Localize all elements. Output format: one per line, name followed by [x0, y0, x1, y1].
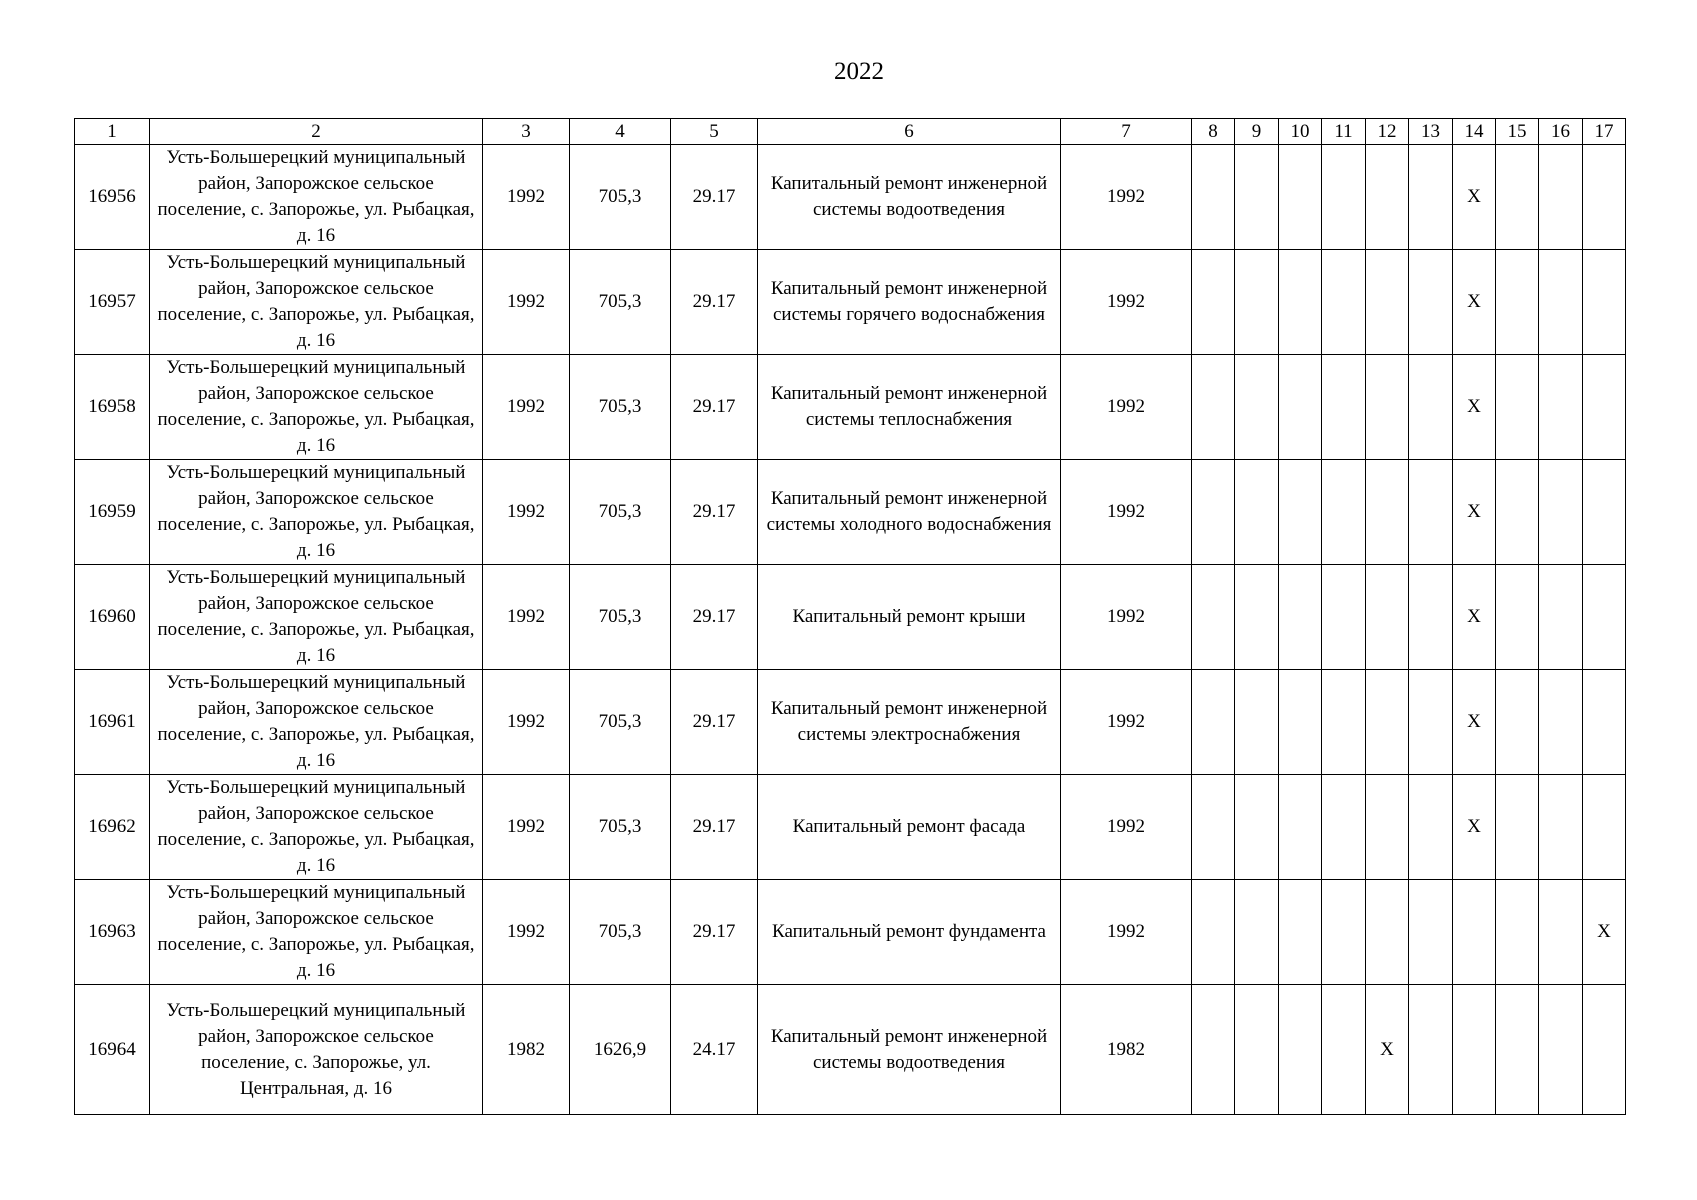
- table-row: [75, 355, 1626, 460]
- mark-cell: [1409, 460, 1453, 565]
- mark-cell: [1322, 880, 1366, 985]
- mark-cell: X: [1453, 460, 1496, 565]
- mark-cell: [1539, 775, 1583, 880]
- mark-cell: [1192, 880, 1235, 985]
- table-row: [75, 460, 1626, 565]
- work-type-cell: Капитальный ремонт инженерной системы водоотведения: [758, 145, 1061, 250]
- mark-cell: [1192, 250, 1235, 355]
- record-id-cell: 16957: [75, 250, 150, 355]
- value-cell: 29.17: [671, 145, 758, 250]
- header-cell: 17: [1583, 119, 1626, 145]
- address-cell: Усть-Большерецкий муниципальный район, Запорожское сельское поселение, с. Запорожье, ул. Рыбацкая, д. 16: [150, 880, 483, 985]
- mark-cell: [1539, 670, 1583, 775]
- year-cell: 1992: [1061, 355, 1192, 460]
- mark-cell: [1539, 985, 1583, 1115]
- year-built-cell: 1992: [483, 565, 570, 670]
- mark-cell: [1366, 355, 1409, 460]
- year-built-cell: 1992: [483, 775, 570, 880]
- record-id-cell: 16960: [75, 565, 150, 670]
- area-cell: 705,3: [570, 250, 671, 355]
- header-cell: 5: [671, 119, 758, 145]
- work-type-cell: Капитальный ремонт инженерной системы электроснабжения: [758, 670, 1061, 775]
- mark-cell: [1453, 985, 1496, 1115]
- mark-cell: [1279, 355, 1322, 460]
- mark-cell: [1583, 145, 1626, 250]
- mark-cell: [1279, 670, 1322, 775]
- work-type-cell: Капитальный ремонт инженерной системы водоотведения: [758, 985, 1061, 1115]
- mark-cell: [1235, 250, 1279, 355]
- area-cell: 705,3: [570, 145, 671, 250]
- header-cell: 12: [1366, 119, 1409, 145]
- mark-cell: [1409, 250, 1453, 355]
- mark-cell: [1235, 775, 1279, 880]
- mark-cell: [1366, 880, 1409, 985]
- mark-cell: X: [1453, 250, 1496, 355]
- mark-cell: [1409, 670, 1453, 775]
- address-cell: Усть-Большерецкий муниципальный район, Запорожское сельское поселение, с. Запорожье, ул. Рыбацкая, д. 16: [150, 145, 483, 250]
- work-type-cell: Капитальный ремонт инженерной системы теплоснабжения: [758, 355, 1061, 460]
- value-cell: 29.17: [671, 565, 758, 670]
- mark-cell: [1496, 985, 1539, 1115]
- year-cell: 1992: [1061, 670, 1192, 775]
- mark-cell: [1539, 565, 1583, 670]
- mark-cell: X: [1453, 355, 1496, 460]
- record-id-cell: 16961: [75, 670, 150, 775]
- record-id-cell: 16962: [75, 775, 150, 880]
- header-cell: 4: [570, 119, 671, 145]
- mark-cell: X: [1453, 565, 1496, 670]
- work-type-cell: Капитальный ремонт фасада: [758, 775, 1061, 880]
- table-row: [75, 775, 1626, 880]
- mark-cell: [1192, 985, 1235, 1115]
- area-cell: 705,3: [570, 880, 671, 985]
- mark-cell: [1496, 355, 1539, 460]
- record-id-cell: 16958: [75, 355, 150, 460]
- mark-cell: [1322, 670, 1366, 775]
- header-cell: 9: [1235, 119, 1279, 145]
- mark-cell: [1496, 145, 1539, 250]
- year-cell: 1992: [1061, 145, 1192, 250]
- mark-cell: [1409, 880, 1453, 985]
- year-cell: 1992: [1061, 565, 1192, 670]
- mark-cell: [1539, 460, 1583, 565]
- work-type-cell: Капитальный ремонт инженерной системы горячего водоснабжения: [758, 250, 1061, 355]
- header-cell: 13: [1409, 119, 1453, 145]
- mark-cell: [1279, 145, 1322, 250]
- area-cell: 705,3: [570, 670, 671, 775]
- header-cell: 3: [483, 119, 570, 145]
- year-built-cell: 1992: [483, 250, 570, 355]
- value-cell: 29.17: [671, 355, 758, 460]
- mark-cell: [1409, 565, 1453, 670]
- table-row: [75, 145, 1626, 250]
- address-cell: Усть-Большерецкий муниципальный район, Запорожское сельское поселение, с. Запорожье, ул. Рыбацкая, д. 16: [150, 565, 483, 670]
- mark-cell: [1453, 880, 1496, 985]
- value-cell: 29.17: [671, 670, 758, 775]
- mark-cell: [1279, 775, 1322, 880]
- address-cell: Усть-Большерецкий муниципальный район, Запорожское сельское поселение, с. Запорожье, ул. Рыбацкая, д. 16: [150, 775, 483, 880]
- mark-cell: [1409, 775, 1453, 880]
- address-cell: Усть-Большерецкий муниципальный район, Запорожское сельское поселение, с. Запорожье, ул. Рыбацкая, д. 16: [150, 670, 483, 775]
- mark-cell: [1366, 145, 1409, 250]
- mark-cell: [1496, 460, 1539, 565]
- work-type-cell: Капитальный ремонт инженерной системы холодного водоснабжения: [758, 460, 1061, 565]
- header-cell: 7: [1061, 119, 1192, 145]
- mark-cell: [1366, 460, 1409, 565]
- mark-cell: [1366, 565, 1409, 670]
- address-cell: Усть-Большерецкий муниципальный район, Запорожское сельское поселение, с. Запорожье, ул. Рыбацкая, д. 16: [150, 460, 483, 565]
- mark-cell: [1583, 775, 1626, 880]
- mark-cell: [1496, 565, 1539, 670]
- mark-cell: [1322, 145, 1366, 250]
- value-cell: 29.17: [671, 775, 758, 880]
- header-cell: 15: [1496, 119, 1539, 145]
- mark-cell: [1322, 565, 1366, 670]
- mark-cell: [1583, 250, 1626, 355]
- mark-cell: [1583, 985, 1626, 1115]
- mark-cell: [1409, 985, 1453, 1115]
- value-cell: 29.17: [671, 460, 758, 565]
- mark-cell: [1192, 460, 1235, 565]
- year-built-cell: 1992: [483, 460, 570, 565]
- repair-table: [74, 118, 1626, 1115]
- mark-cell: [1279, 460, 1322, 565]
- mark-cell: [1322, 250, 1366, 355]
- mark-cell: [1366, 250, 1409, 355]
- mark-cell: [1235, 460, 1279, 565]
- mark-cell: [1496, 880, 1539, 985]
- mark-cell: [1583, 670, 1626, 775]
- mark-cell: [1279, 985, 1322, 1115]
- header-cell: 16: [1539, 119, 1583, 145]
- address-cell: Усть-Большерецкий муниципальный район, Запорожское сельское поселение, с. Запорожье, ул. Рыбацкая, д. 16: [150, 355, 483, 460]
- record-id-cell: 16963: [75, 880, 150, 985]
- value-cell: 29.17: [671, 250, 758, 355]
- year-built-cell: 1992: [483, 670, 570, 775]
- area-cell: 705,3: [570, 460, 671, 565]
- mark-cell: [1322, 775, 1366, 880]
- mark-cell: [1409, 355, 1453, 460]
- mark-cell: [1235, 880, 1279, 985]
- address-cell: Усть-Большерецкий муниципальный район, Запорожское сельское поселение, с. Запорожье, ул. Рыбацкая, д. 16: [150, 250, 483, 355]
- header-cell: 8: [1192, 119, 1235, 145]
- year-built-cell: 1992: [483, 145, 570, 250]
- mark-cell: [1322, 355, 1366, 460]
- mark-cell: [1366, 670, 1409, 775]
- year-cell: 1992: [1061, 775, 1192, 880]
- header-row: [75, 119, 1626, 145]
- mark-cell: [1235, 985, 1279, 1115]
- mark-cell: [1496, 775, 1539, 880]
- mark-cell: X: [1366, 985, 1409, 1115]
- table-row: [75, 250, 1626, 355]
- mark-cell: [1279, 250, 1322, 355]
- page-title: 2022: [834, 58, 884, 85]
- value-cell: 29.17: [671, 880, 758, 985]
- mark-cell: [1192, 670, 1235, 775]
- mark-cell: X: [1583, 880, 1626, 985]
- mark-cell: X: [1453, 145, 1496, 250]
- mark-cell: [1279, 565, 1322, 670]
- mark-cell: [1496, 250, 1539, 355]
- year-cell: 1982: [1061, 985, 1192, 1115]
- mark-cell: X: [1453, 670, 1496, 775]
- header-cell: 10: [1279, 119, 1322, 145]
- table-row: [75, 880, 1626, 985]
- mark-cell: X: [1453, 775, 1496, 880]
- mark-cell: [1235, 670, 1279, 775]
- header-cell: 14: [1453, 119, 1496, 145]
- header-cell: 1: [75, 119, 150, 145]
- mark-cell: [1235, 145, 1279, 250]
- mark-cell: [1322, 985, 1366, 1115]
- table-row: [75, 670, 1626, 775]
- mark-cell: [1583, 460, 1626, 565]
- mark-cell: [1539, 880, 1583, 985]
- year-built-cell: 1992: [483, 880, 570, 985]
- year-cell: 1992: [1061, 880, 1192, 985]
- mark-cell: [1539, 355, 1583, 460]
- area-cell: 705,3: [570, 775, 671, 880]
- table-row: [75, 985, 1626, 1115]
- header-cell: 2: [150, 119, 483, 145]
- year-cell: 1992: [1061, 250, 1192, 355]
- year-cell: 1992: [1061, 460, 1192, 565]
- mark-cell: [1192, 565, 1235, 670]
- area-cell: 1626,9: [570, 985, 671, 1115]
- mark-cell: [1322, 460, 1366, 565]
- mark-cell: [1539, 250, 1583, 355]
- mark-cell: [1496, 670, 1539, 775]
- year-built-cell: 1992: [483, 355, 570, 460]
- mark-cell: [1583, 355, 1626, 460]
- mark-cell: [1192, 355, 1235, 460]
- record-id-cell: 16959: [75, 460, 150, 565]
- mark-cell: [1409, 145, 1453, 250]
- table-row: [75, 565, 1626, 670]
- mark-cell: [1583, 565, 1626, 670]
- area-cell: 705,3: [570, 355, 671, 460]
- mark-cell: [1235, 355, 1279, 460]
- mark-cell: [1235, 565, 1279, 670]
- header-cell: 6: [758, 119, 1061, 145]
- value-cell: 24.17: [671, 985, 758, 1115]
- mark-cell: [1366, 775, 1409, 880]
- address-cell: Усть-Большерецкий муниципальный район, Запорожское сельское поселение, с. Запорожье, ул. Центральная, д. 16: [150, 985, 483, 1115]
- work-type-cell: Капитальный ремонт фундамента: [758, 880, 1061, 985]
- year-built-cell: 1982: [483, 985, 570, 1115]
- mark-cell: [1192, 145, 1235, 250]
- header-cell: 11: [1322, 119, 1366, 145]
- record-id-cell: 16956: [75, 145, 150, 250]
- work-type-cell: Капитальный ремонт крыши: [758, 565, 1061, 670]
- area-cell: 705,3: [570, 565, 671, 670]
- mark-cell: [1539, 145, 1583, 250]
- mark-cell: [1279, 880, 1322, 985]
- record-id-cell: 16964: [75, 985, 150, 1115]
- mark-cell: [1192, 775, 1235, 880]
